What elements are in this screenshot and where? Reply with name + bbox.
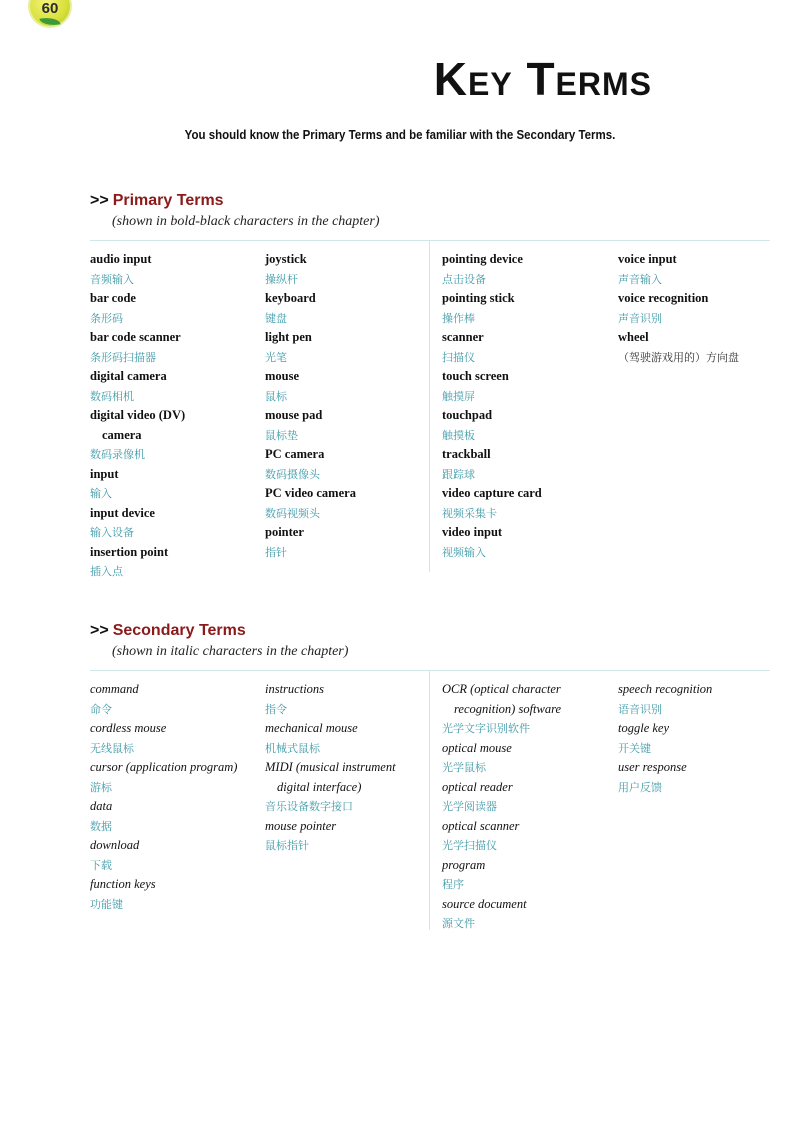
primary-terms-heading-text: Primary Terms bbox=[112, 192, 224, 209]
term-chinese: 鼠标 bbox=[265, 389, 287, 403]
term-chinese: （驾驶游戏用的）方向盘 bbox=[618, 350, 739, 364]
section-divider bbox=[90, 670, 770, 671]
term-chinese: 光学文字识别软件 bbox=[442, 722, 530, 735]
term-english: pointer bbox=[265, 525, 304, 539]
term-english: video input bbox=[442, 525, 503, 539]
term-english: camera bbox=[102, 427, 142, 442]
term-english: video capture card bbox=[442, 486, 542, 500]
term-chinese: 开关键 bbox=[618, 741, 651, 755]
term-chinese: 扫描仪 bbox=[442, 350, 475, 364]
term-english: digital interface) bbox=[277, 779, 362, 794]
secondary-terms-section bbox=[90, 622, 770, 930]
term-chinese: 操作棒 bbox=[442, 311, 475, 325]
term-english: voice input bbox=[618, 252, 677, 266]
term-english: pointing device bbox=[442, 252, 523, 266]
secondary-terms-note: (shown in italic characters in the chapter) bbox=[112, 644, 349, 659]
term-chinese: 操纵杆 bbox=[265, 272, 298, 286]
term-chinese: 语音识别 bbox=[618, 702, 662, 716]
term-chinese: 用户反馈 bbox=[618, 780, 662, 794]
term-chinese: 音频输入 bbox=[90, 272, 134, 286]
term-chinese: 点击设备 bbox=[442, 272, 486, 286]
term-english: program bbox=[442, 857, 486, 872]
term-chinese: 游标 bbox=[90, 780, 112, 794]
term-chinese: 条形码 bbox=[90, 311, 123, 325]
term-english: insertion point bbox=[90, 544, 169, 559]
term-chinese: 键盘 bbox=[265, 311, 287, 325]
term-english: trackball bbox=[442, 447, 491, 461]
secondary-terms-heading-text: Secondary Terms bbox=[112, 622, 246, 639]
term-english: command bbox=[90, 682, 139, 696]
term-english: function keys bbox=[90, 877, 156, 891]
heading-marker: >> bbox=[90, 192, 109, 209]
term-chinese: 视频采集卡 bbox=[442, 506, 497, 520]
term-chinese: 数码录像机 bbox=[90, 448, 145, 461]
secondary-terms-column-4 bbox=[618, 680, 712, 797]
term-chinese: 鼠标垫 bbox=[265, 428, 298, 442]
term-english: digital video (DV) bbox=[90, 408, 186, 422]
term-english: touch screen bbox=[442, 369, 509, 383]
primary-terms-note: (shown in bold-black characters in the chapter) bbox=[112, 214, 380, 229]
term-english: optical scanner bbox=[442, 818, 520, 833]
page-subtitle: You should know the Primary Terms and be familiar with the Secondary Terms. bbox=[184, 128, 616, 142]
term-english: mechanical mouse bbox=[265, 721, 358, 735]
term-chinese: 输入设备 bbox=[90, 526, 134, 539]
secondary-terms-columns bbox=[90, 680, 770, 940]
term-chinese: 功能键 bbox=[90, 897, 123, 911]
term-english: data bbox=[90, 799, 113, 813]
term-english: mouse pointer bbox=[265, 818, 337, 833]
term-chinese: 触摸屏 bbox=[442, 389, 475, 403]
secondary-terms-column-3 bbox=[442, 680, 561, 934]
secondary-terms-heading bbox=[90, 622, 770, 640]
term-english: digital camera bbox=[90, 369, 167, 383]
term-english: audio input bbox=[90, 252, 152, 266]
term-chinese: 音乐设备数字接口 bbox=[265, 800, 353, 813]
term-english: OCR (optical character bbox=[442, 682, 561, 696]
term-chinese: 光笔 bbox=[265, 350, 287, 364]
term-english: bar code bbox=[90, 291, 136, 305]
primary-terms-column-2 bbox=[265, 250, 356, 562]
term-chinese: 指针 bbox=[265, 545, 287, 559]
section-divider bbox=[90, 240, 770, 241]
term-english: wheel bbox=[618, 330, 649, 344]
leaf-icon bbox=[39, 15, 60, 27]
term-english: input bbox=[90, 466, 119, 481]
term-chinese: 声音识别 bbox=[618, 311, 662, 325]
term-chinese: 声音输入 bbox=[618, 272, 662, 286]
term-english: cursor (application program) bbox=[90, 760, 238, 774]
column-separator bbox=[429, 670, 430, 930]
term-chinese: 光学扫描仪 bbox=[442, 839, 497, 852]
primary-terms-column-1 bbox=[90, 250, 185, 582]
term-chinese: 条形码扫描器 bbox=[90, 350, 156, 364]
primary-terms-columns bbox=[90, 250, 770, 580]
primary-terms-column-4 bbox=[618, 250, 739, 367]
term-chinese: 触摸板 bbox=[442, 428, 475, 442]
term-english: cordless mouse bbox=[90, 721, 167, 735]
secondary-terms-column-1 bbox=[90, 680, 237, 914]
term-english: pointing stick bbox=[442, 291, 515, 305]
term-chinese: 鼠标指针 bbox=[265, 839, 309, 852]
term-english: light pen bbox=[265, 330, 312, 344]
heading-marker: >> bbox=[90, 622, 109, 639]
term-chinese: 程序 bbox=[442, 878, 464, 891]
primary-terms-heading bbox=[90, 192, 770, 210]
term-chinese: 输入 bbox=[90, 487, 112, 500]
page-number-badge bbox=[30, 0, 70, 26]
primary-terms-section bbox=[90, 192, 770, 578]
term-chinese: 指令 bbox=[265, 702, 287, 716]
term-english: voice recognition bbox=[618, 291, 709, 305]
term-english: toggle key bbox=[618, 721, 670, 735]
term-english: bar code scanner bbox=[90, 330, 181, 344]
column-separator bbox=[429, 240, 430, 572]
term-chinese: 数码视频头 bbox=[265, 506, 320, 520]
term-chinese: 命令 bbox=[90, 702, 112, 716]
term-english: input device bbox=[90, 505, 155, 520]
term-chinese: 机械式鼠标 bbox=[265, 741, 320, 755]
term-english: scanner bbox=[442, 330, 484, 344]
term-english: user response bbox=[618, 760, 687, 774]
term-english: download bbox=[90, 838, 140, 852]
term-chinese: 源文件 bbox=[442, 917, 475, 930]
page-number: 60 bbox=[41, 0, 59, 17]
term-chinese: 下载 bbox=[90, 858, 112, 872]
term-english: source document bbox=[442, 896, 527, 911]
term-english: optical mouse bbox=[442, 740, 512, 755]
term-chinese: 插入点 bbox=[90, 565, 123, 578]
term-chinese: 数码相机 bbox=[90, 389, 134, 403]
page-title: Key Terms bbox=[433, 53, 652, 105]
term-english: touchpad bbox=[442, 408, 493, 422]
term-chinese: 数码摄像头 bbox=[265, 467, 320, 481]
secondary-terms-column-2 bbox=[265, 680, 396, 856]
term-english: mouse pad bbox=[265, 408, 323, 422]
term-chinese: 无线鼠标 bbox=[90, 741, 134, 755]
primary-terms-column-3 bbox=[442, 250, 542, 562]
term-chinese: 数据 bbox=[90, 819, 112, 833]
term-english: PC video camera bbox=[265, 486, 356, 500]
term-english: recognition) software bbox=[454, 701, 562, 716]
term-english: mouse bbox=[265, 369, 300, 383]
term-english: speech recognition bbox=[618, 682, 713, 696]
term-english: joystick bbox=[265, 252, 307, 266]
term-english: PC camera bbox=[265, 447, 325, 461]
term-chinese: 光学阅读器 bbox=[442, 800, 497, 813]
term-english: MIDI (musical instrument bbox=[265, 760, 396, 774]
term-english: optical reader bbox=[442, 779, 513, 794]
term-english: instructions bbox=[265, 682, 325, 696]
term-chinese: 视频输入 bbox=[442, 545, 486, 559]
term-english: keyboard bbox=[265, 291, 316, 305]
term-chinese: 跟踪球 bbox=[442, 467, 475, 481]
term-chinese: 光学鼠标 bbox=[442, 761, 486, 774]
